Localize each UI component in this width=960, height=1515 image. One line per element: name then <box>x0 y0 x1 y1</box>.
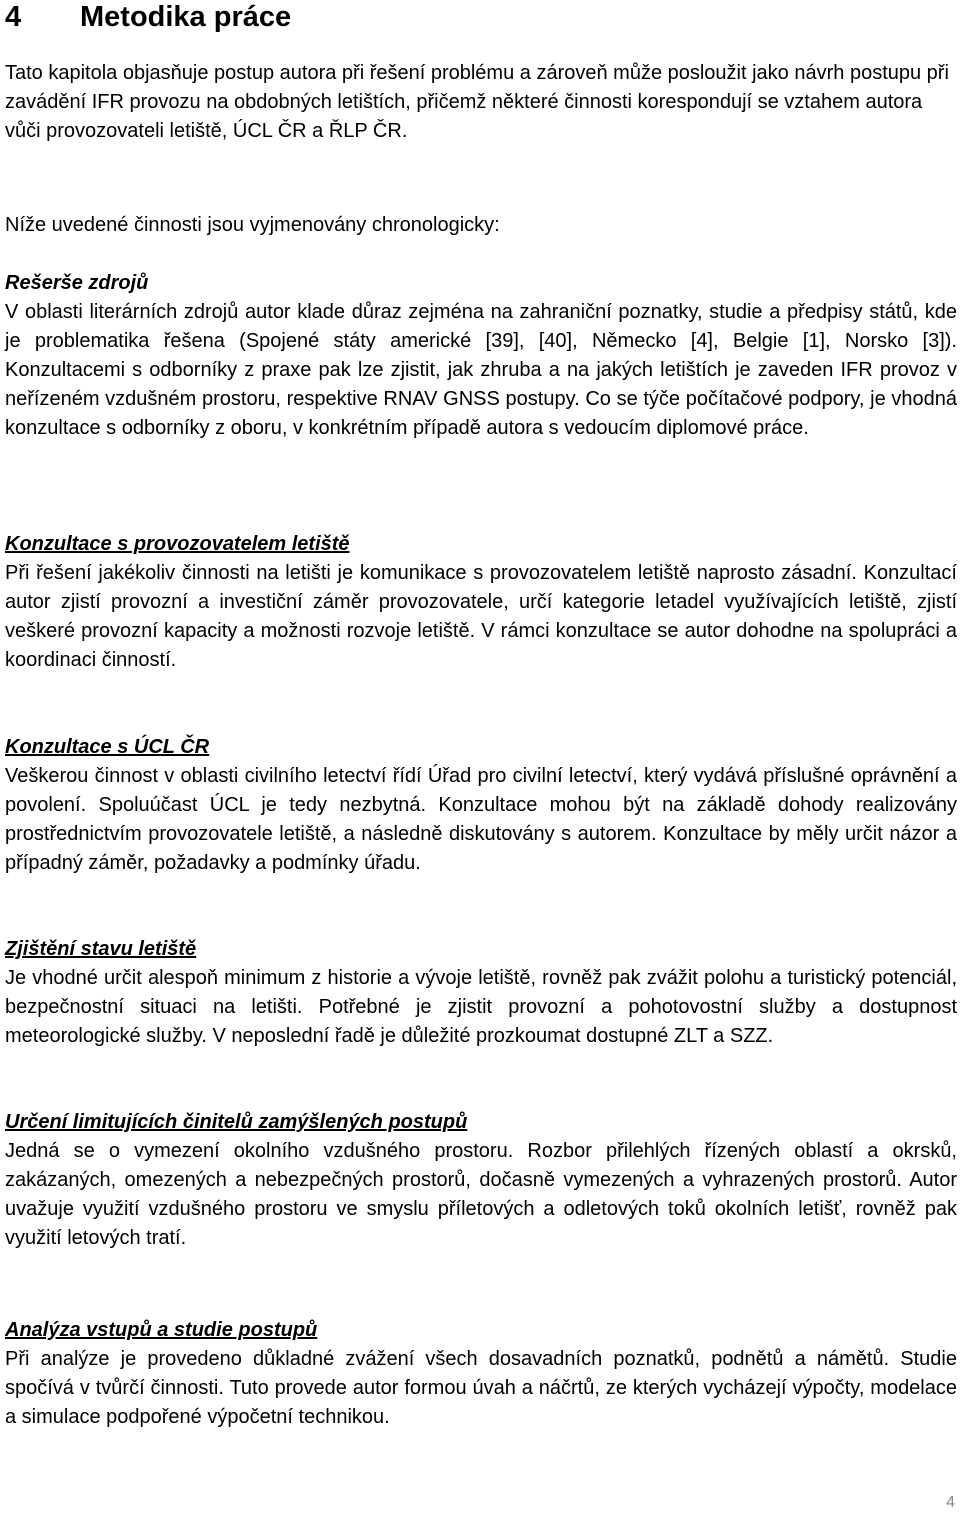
section-body: Při analýze je provedeno důkladné zvážení všech dosavadních poznatků, podnětů a námětů. Studie spočívá v tvůrčí činnosti. Tuto provede autor formou úvah a náčrtů, ze kterých vycházejí výpočty, modelace a simulace podpořené výpočetní technikou. <box>5 1348 957 1428</box>
section-limiting-factors <box>5 1108 957 1253</box>
section-body: Při řešení jakékoliv činnosti na letišti je komunikace s provozovatelem letiště naprosto zásadní. Konzultací autor zjistí provozní a investiční záměr provozovatele, určí kategorie letadel využívajících letiště, zjistí veškeré provozní kapacity a možnosti rozvoje letiště. V rámci konzultace se autor dohodne na spolupráci a koordinaci činností. <box>5 562 957 671</box>
chapter-number: 4 <box>5 1 22 33</box>
section-heading: Konzultace s provozovatelem letiště <box>5 533 350 555</box>
document-page <box>5 0 957 1428</box>
section-heading: Rešerše zdrojů <box>5 272 149 294</box>
section-research <box>5 269 957 443</box>
section-heading: Určení limitujících činitelů zamýšlených postupů <box>5 1111 468 1133</box>
section-heading: Zjištění stavu letiště <box>5 938 197 960</box>
section-body: Veškerou činnost v oblasti civilního letectví řídí Úřad pro civilní letectví, který vydává příslušné oprávnění a povolení. Spoluúčast ÚCL je tedy nezbytná. Konzultace mohou být na základě dohody realizovány prostřednictvím provozovatele letiště, a následně diskutovány s autorem. Konzultace by měly určit názor a případný záměr, požadavky a podmínky úřadu. <box>5 765 957 874</box>
page-number: 4 <box>946 1494 955 1511</box>
section-analysis <box>5 1316 957 1432</box>
intro-paragraph: Tato kapitola objasňuje postup autora při řešení problému a zároveň může posloužit jako návrh postupu při zavádění IFR provozu na obdobných letištích, přičemž některé činnosti korespondují se vztahem autora vůči provozovateli letiště, ÚCL ČR a ŘLP ČR. <box>5 62 949 142</box>
chapter-heading <box>5 0 957 34</box>
chapter-title: Metodika práce <box>80 1 292 33</box>
lead-paragraph: Níže uvedené činnosti jsou vyjmenovány chronologicky: <box>5 214 500 236</box>
section-body: Jedná se o vymezení okolního vzdušného prostoru. Rozbor přilehlých řízených oblastí a okrsků, zakázaných, omezených a nebezpečných prostorů, dočasně vymezených a vyhrazených prostorů. Autor uvažuje využití vzdušného prostoru ve smyslu příletových a odletových toků okolních letišť, rovněž pak využití letových tratí. <box>5 1140 957 1249</box>
section-ucl-consultation <box>5 733 957 878</box>
section-body: V oblasti literárních zdrojů autor klade důraz zejména na zahraniční poznatky, studie a předpisy států, kde je problematika řešena (Spojené státy americké [39], [40], Německo [4], Belgie [1], Norsko [3]). Konzultacemi s odborníky z praxe pak lze zjistit, jak zhruba a na jakých letištích je zaveden IFR provoz v neřízeném vzdušném prostoru, respektive RNAV GNSS postupy. Co se týče počítačové podpory, je vhodná konzultace s odborníky z oboru, v konkrétním případě autora s vedoucím diplomové práce. <box>5 301 957 439</box>
section-heading: Konzultace s ÚCL ČR <box>5 736 210 758</box>
section-body: Je vhodné určit alespoň minimum z historie a vývoje letiště, rovněž pak zvážit polohu a turistický potenciál, bezpečnostní situaci na letišti. Potřebné je zjistit provozní a pohotovostní služby a dostupnost meteorologické služby. V neposlední řadě je důležité prozkoumat dostupné ZLT a SZZ. <box>5 967 957 1047</box>
section-airport-status <box>5 935 957 1051</box>
section-operator-consultation <box>5 530 957 675</box>
section-heading: Analýza vstupů a studie postupů <box>5 1319 318 1341</box>
